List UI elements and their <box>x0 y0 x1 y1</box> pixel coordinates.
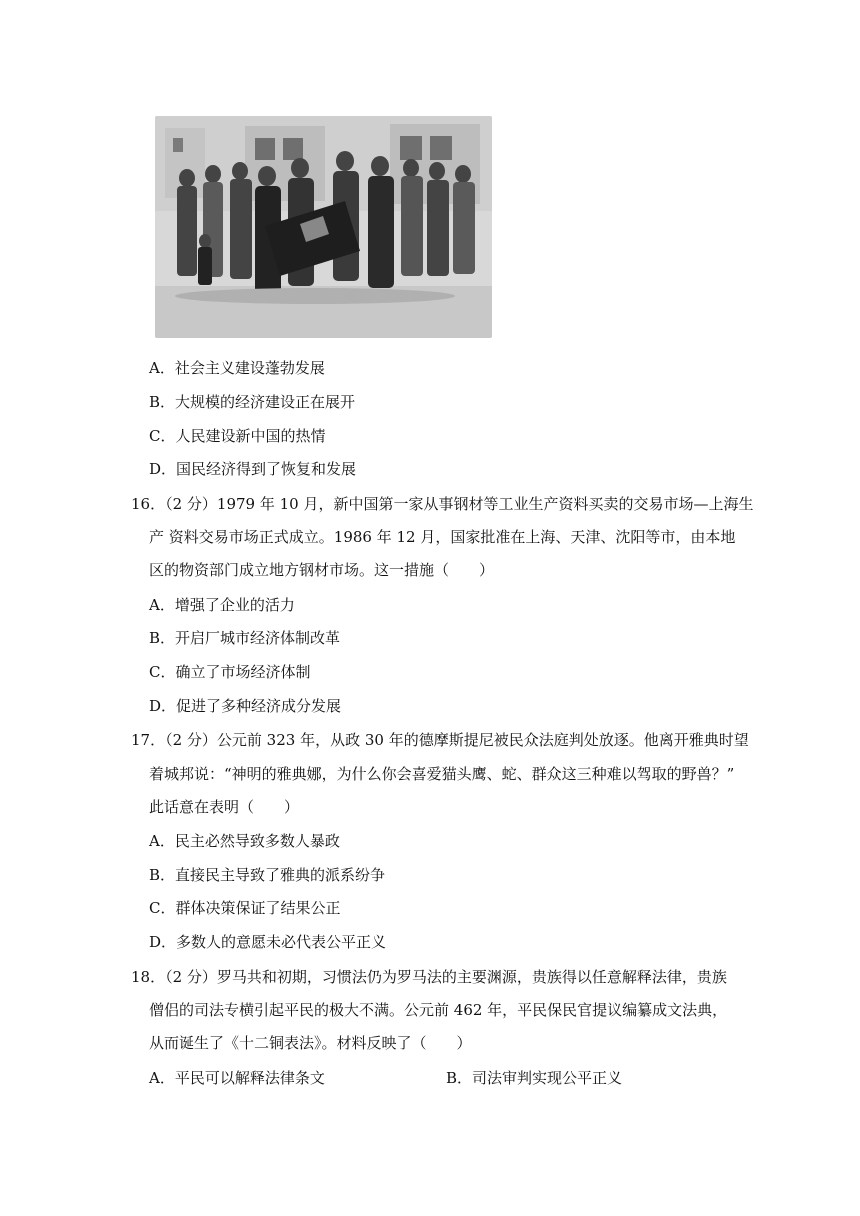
question-15-illustration <box>155 116 492 338</box>
q16-option-d: D．促进了多种经济成分发展 <box>149 697 342 715</box>
q18-stem-line-3: 从而诞生了《十二铜表法》。材料反映了（ ） <box>149 1034 472 1052</box>
q16-stem-line-2: 产 资料交易市场正式成立。1986 年 12 月，国家批准在上海、天津、沈阳等市，由本地 <box>149 528 736 546</box>
q18-stem-line-2: 僧侣的司法专横引起平民的极大不满。公元前 462 年，平民保民官提议编纂成文法典， <box>149 1001 728 1019</box>
q15-option-a: A．社会主义建设蓬勃发展 <box>149 359 325 377</box>
q17-stem-line-3: 此话意在表明（ ） <box>149 798 300 816</box>
q16-option-a: A．增强了企业的活力 <box>149 596 295 614</box>
q15-option-c: C．人民建设新中国的热情 <box>149 427 326 445</box>
q16-stem-line-3: 区的物资部门成立地方钢材市场。这一措施（ ） <box>149 561 495 579</box>
q18-option-b: B．司法审判实现公平正义 <box>446 1069 623 1087</box>
q16-option-c: C．确立了市场经济体制 <box>149 663 311 681</box>
q17-option-a: A．民主必然导致多数人暴政 <box>149 832 340 850</box>
q17-stem-line-2: 着城邦说：“神明的雅典娜，为什么你会喜爱猫头鹰、蛇、群众这三种难以驾取的野兽？” <box>149 765 735 783</box>
q17-stem-line-1: 17．（2 分）公元前 323 年，从政 30 年的德摩斯提尼被民众法庭判处放逐。他离开雅典时望 <box>131 731 749 749</box>
q16-stem-line-1: 16．（2 分）1979 年 10 月，新中国第一家从事钢材等工业生产资料买卖的交易市场—上海生 <box>131 495 754 513</box>
q17-option-b: B．直接民主导致了雅典的派系纷争 <box>149 866 386 884</box>
q18-option-a: A．平民可以解释法律条文 <box>149 1069 325 1087</box>
q17-option-c: C．群体决策保证了结果公正 <box>149 899 341 917</box>
q16-option-b: B．开启厂城市经济体制改革 <box>149 629 341 647</box>
q17-option-d: D．多数人的意愿未必代表公平正义 <box>149 933 387 951</box>
q15-option-b: B．大规模的经济建设正在展开 <box>149 393 356 411</box>
q18-stem-line-1: 18．（2 分）罗马共和初期，习惯法仍为罗马法的主要渊源，贵族得以任意解释法律，贵族 <box>131 968 727 986</box>
q15-option-d: D．国民经济得到了恢复和发展 <box>149 460 357 478</box>
